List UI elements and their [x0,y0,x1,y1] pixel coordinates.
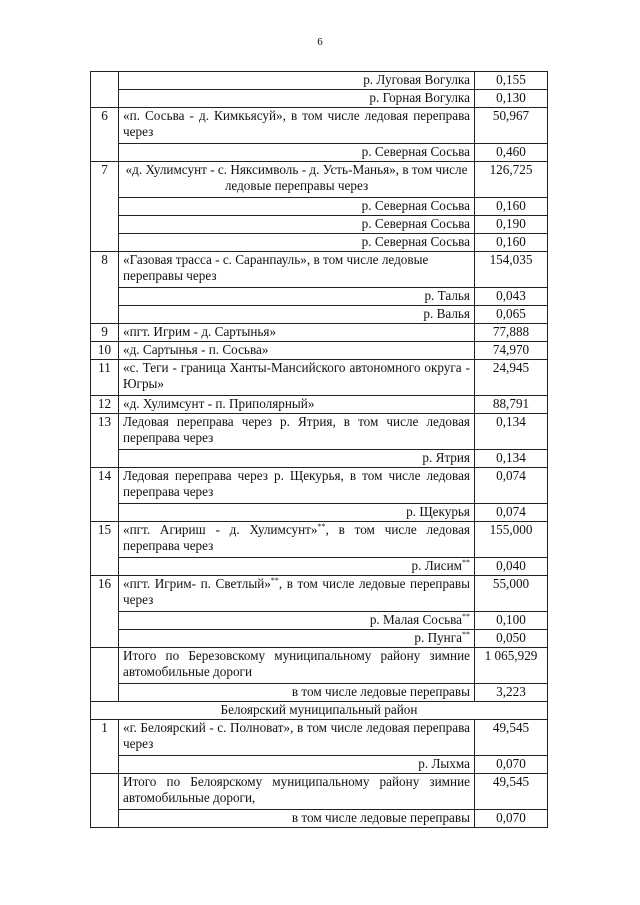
length-value: 3,223 [475,684,548,702]
road-cell [119,162,475,198]
road-cell [119,342,475,360]
sub-item-cell [119,90,475,108]
length-value: 0,050 [475,630,548,648]
cell-text: Итого по Березовскому муниципальному району зимние автомобильные дороги [123,648,470,679]
length-value: 0,160 [475,234,548,252]
length-value: 0,070 [475,756,548,774]
row-number [91,198,119,216]
footnote-mark: ** [317,522,326,531]
road-cell [119,360,475,396]
table-row [91,216,548,234]
section-header-row [91,702,548,720]
page-number: 6 [317,36,323,48]
total-cell [119,774,475,810]
row-number [91,774,119,810]
table-row [91,774,548,810]
row-number: 9 [91,324,119,342]
cell-text: в том числе ледовые переправы [291,810,470,825]
table-row [91,756,548,774]
sub-item-cell [119,72,475,90]
cell-text: «г. Белоярский - с. Полноват», в том числе ледовая переправа через [123,720,470,751]
cell-text: р. Лыхма [418,756,470,771]
row-number [91,612,119,630]
sub-item-cell [119,144,475,162]
table-row [91,234,548,252]
row-number [91,504,119,522]
length-value: 77,888 [475,324,548,342]
section-title: Белоярский муниципальный район [91,702,548,720]
cell-text: «Газовая трасса - с. Саранпауль», в том числе ледовые переправы через [123,252,429,283]
table-row [91,108,548,144]
cell-text-tail: , в том числе ледовые переправы через [123,576,470,607]
row-number: 1 [91,720,119,756]
sub-item-cell [119,756,475,774]
sub-item-cell [119,630,475,648]
length-value: 49,545 [475,774,548,810]
cell-text: в том числе ледовые переправы [291,684,470,699]
cell-text: «с. Теги - граница Ханты-Мансийского автономного округа - Югры» [123,360,470,391]
row-number: 10 [91,342,119,360]
length-value: 24,945 [475,360,548,396]
row-number: 12 [91,396,119,414]
table-row [91,576,548,612]
length-value: 50,967 [475,108,548,144]
cell-text: р. Пунга [414,630,462,645]
table-row [91,72,548,90]
cell-text: «д. Хулимсунт - с. Няксимволь - д. Усть-Манья», в том числе ледовые переправы через [125,162,468,193]
length-value: 49,545 [475,720,548,756]
table-row [91,414,548,450]
sub-item-cell [119,306,475,324]
row-number: 16 [91,576,119,612]
length-value: 0,065 [475,306,548,324]
row-number [91,684,119,702]
length-value: 0,074 [475,468,548,504]
cell-text-tail: , в том числе ледовая переправа через [123,522,470,553]
sub-item-cell [119,288,475,306]
road-cell [119,414,475,450]
table-row [91,342,548,360]
sub-item-cell [119,216,475,234]
row-number [91,630,119,648]
sub-item-cell [119,234,475,252]
table-row [91,306,548,324]
length-value: 126,725 [475,162,548,198]
cell-text: р. Валья [423,306,470,321]
road-cell [119,720,475,756]
row-number: 8 [91,252,119,288]
row-number [91,756,119,774]
road-cell [119,522,475,558]
road-cell [119,576,475,612]
row-number: 11 [91,360,119,396]
row-number: 15 [91,522,119,558]
row-number [91,234,119,252]
road-cell [119,108,475,144]
cell-text: р. Талья [424,288,470,303]
table-row [91,630,548,648]
table-row [91,612,548,630]
footnote-mark: ** [270,576,279,585]
sub-item-cell [119,504,475,522]
length-value: 0,460 [475,144,548,162]
roads-table [90,71,548,828]
cell-text: р. Малая Сосьва [369,612,462,627]
cell-text: р. Луговая Вогулка [363,72,470,87]
cell-text: «п. Сосьва - д. Кимкьясуй», в том числе ледовая переправа через [123,108,470,139]
row-number [91,810,119,828]
length-value: 0,040 [475,558,548,576]
cell-text: «пгт. Игрим - д. Сартынья» [123,324,277,339]
cell-text: р. Северная Сосьва [361,144,470,159]
row-number [91,450,119,468]
sub-item-cell [119,810,475,828]
table-row [91,90,548,108]
road-cell [119,468,475,504]
footnote-mark: ** [462,630,470,639]
cell-text: р. Ятрия [422,450,470,465]
road-cell [119,396,475,414]
sub-item-cell [119,450,475,468]
table-row [91,450,548,468]
length-value: 0,130 [475,90,548,108]
row-number [91,648,119,684]
length-value: 74,970 [475,342,548,360]
table-row [91,198,548,216]
length-value: 0,134 [475,414,548,450]
cell-text: р. Щекурья [406,504,470,519]
row-number [91,72,119,90]
cell-text: р. Северная Сосьва [361,198,470,213]
row-number: 7 [91,162,119,198]
sub-item-cell [119,198,475,216]
length-value: 88,791 [475,396,548,414]
table-row [91,324,548,342]
table-row [91,810,548,828]
cell-text: р. Северная Сосьва [361,234,470,249]
length-value: 0,190 [475,216,548,234]
table-row [91,162,548,198]
length-value: 0,160 [475,198,548,216]
sub-item-cell [119,684,475,702]
footnote-mark: ** [462,612,470,621]
cell-text: р. Горная Вогулка [369,90,470,105]
table-row [91,144,548,162]
cell-text: «пгт. Игрим- п. Светлый» [123,576,271,591]
row-number: 13 [91,414,119,450]
length-value: 0,043 [475,288,548,306]
cell-text: р. Северная Сосьва [361,216,470,231]
table-row [91,468,548,504]
length-value: 0,100 [475,612,548,630]
table-row [91,522,548,558]
length-value: 0,134 [475,450,548,468]
cell-text: «д. Хулимсунт - п. Приполярный» [123,396,315,411]
row-number: 14 [91,468,119,504]
cell-text: «д. Сартынья - п. Сосьва» [123,342,269,357]
length-value: 154,035 [475,252,548,288]
table-row [91,648,548,684]
sub-item-cell [119,558,475,576]
table-row [91,720,548,756]
table-row [91,360,548,396]
length-value: 155,000 [475,522,548,558]
row-number [91,144,119,162]
length-value: 0,070 [475,810,548,828]
table-row [91,396,548,414]
row-number [91,90,119,108]
table-row [91,252,548,288]
table-row [91,558,548,576]
length-value: 0,155 [475,72,548,90]
length-value: 1 065,929 [475,648,548,684]
row-number: 6 [91,108,119,144]
length-value: 55,000 [475,576,548,612]
table-row [91,288,548,306]
row-number [91,288,119,306]
row-number [91,216,119,234]
table-row [91,504,548,522]
cell-text: Итого по Белоярскому муниципальному району зимние автомобильные дороги, [123,774,470,805]
cell-text: р. Лисим [411,558,462,573]
length-value: 0,074 [475,504,548,522]
row-number [91,558,119,576]
footnote-mark: ** [462,558,470,567]
road-cell [119,324,475,342]
row-number [91,306,119,324]
table-row [91,684,548,702]
sub-item-cell [119,612,475,630]
road-cell [119,252,475,288]
cell-text: «пгт. Агириш - д. Хулимсунт» [123,522,318,537]
total-cell [119,648,475,684]
cell-text: Ледовая переправа через р. Щекурья, в том числе ледовая переправа через [123,468,470,499]
cell-text: Ледовая переправа через р. Ятрия, в том числе ледовая переправа через [123,414,470,445]
